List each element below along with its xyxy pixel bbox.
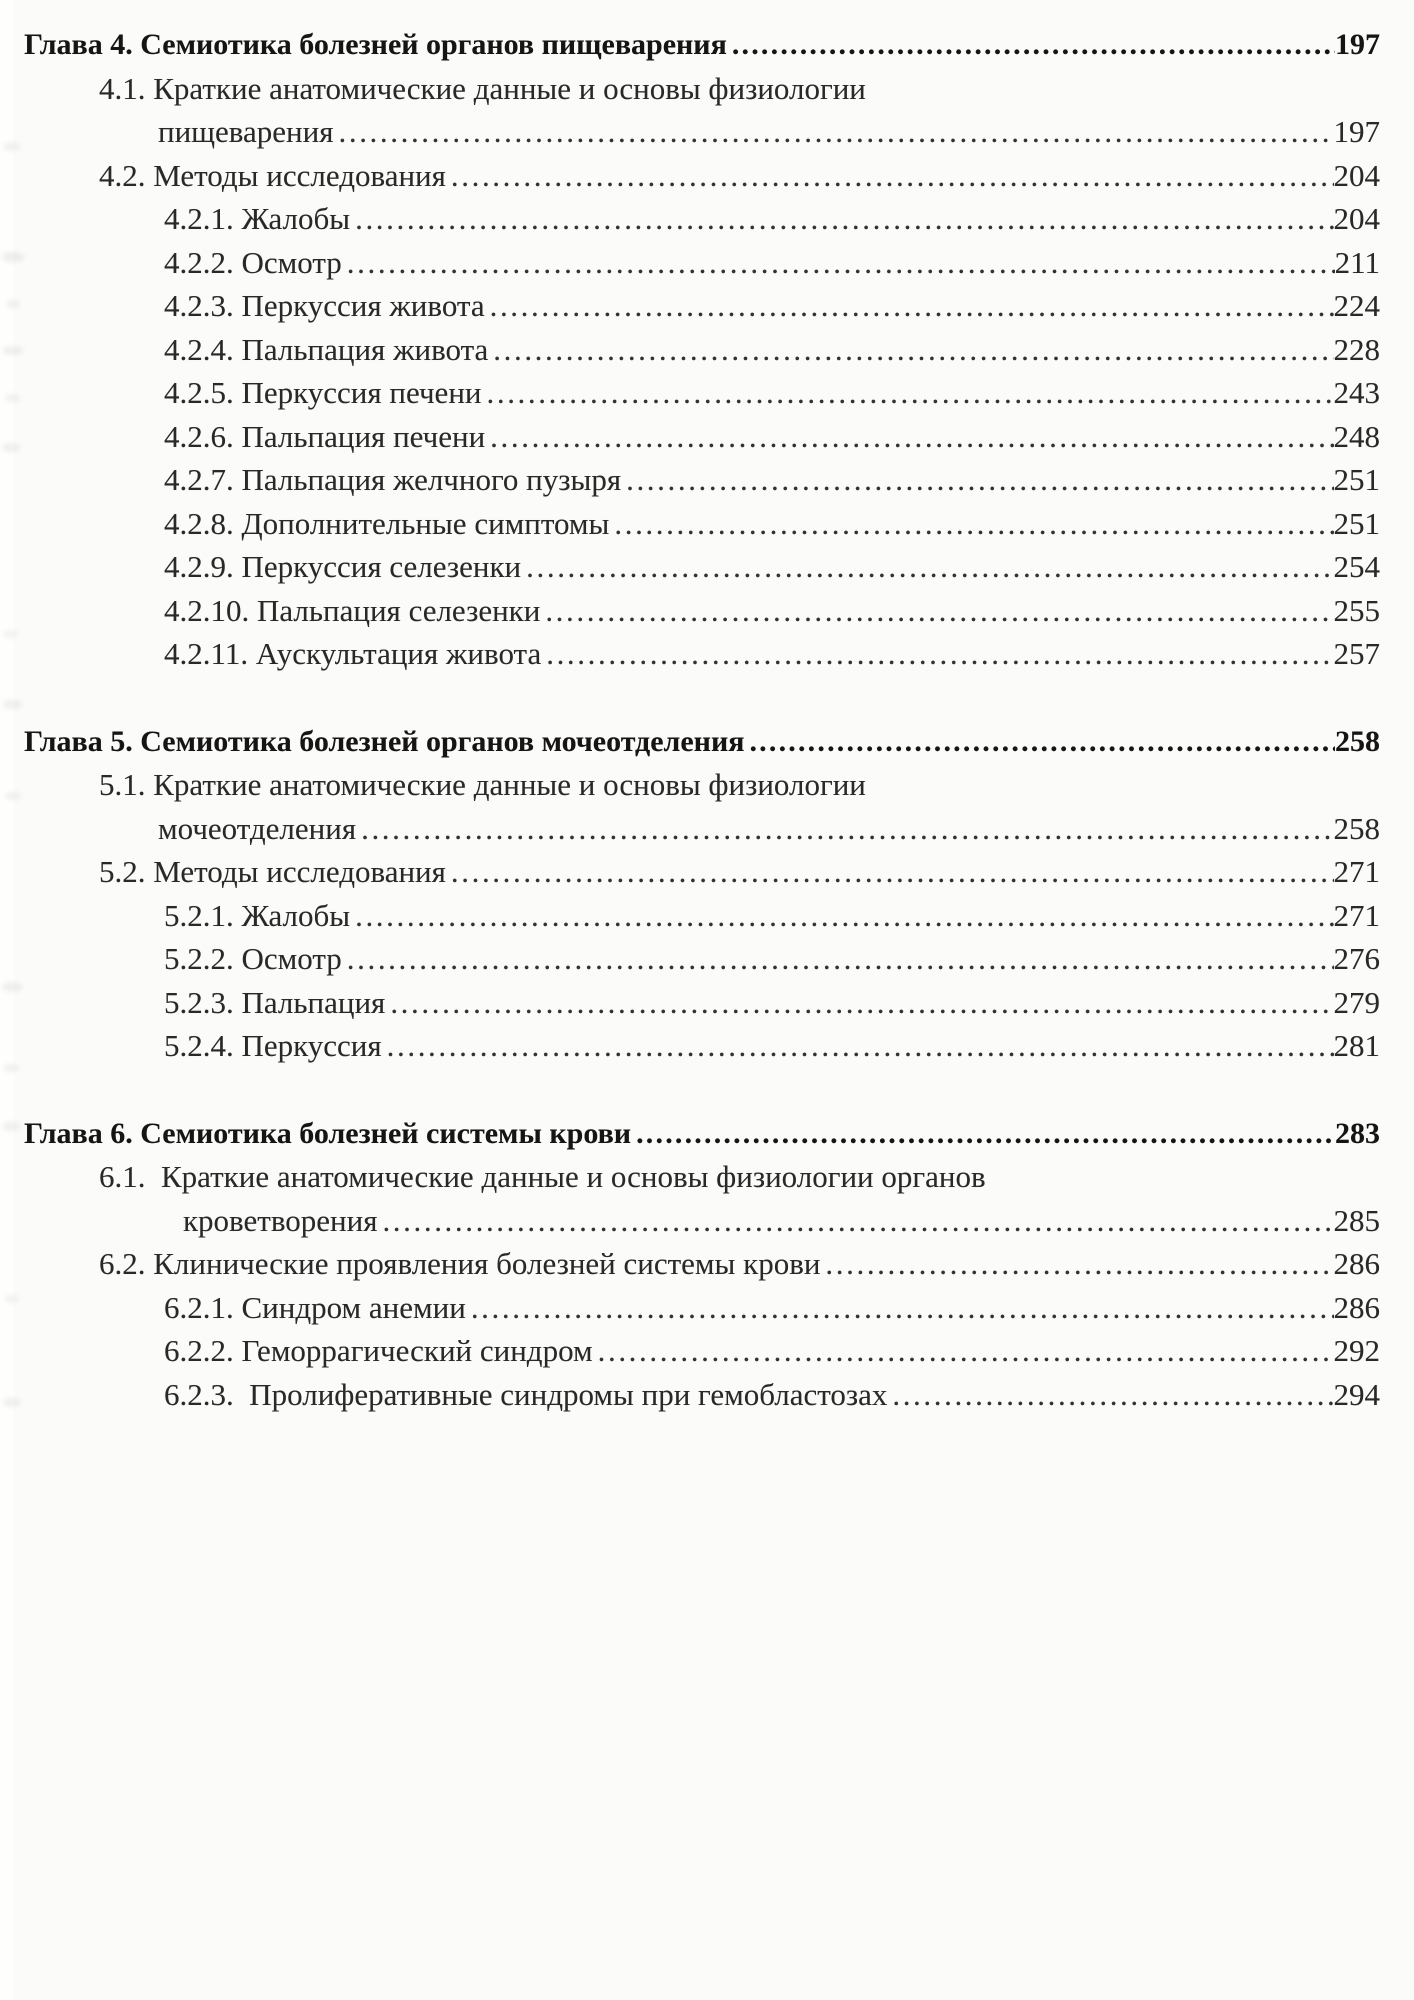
toc-entry-label: мочеотделения <box>158 810 357 846</box>
toc-row-continuation <box>24 807 1380 851</box>
dot-leader <box>614 502 1333 546</box>
dot-leader <box>526 545 1333 589</box>
dot-leader <box>347 937 1334 981</box>
toc-row <box>24 632 1380 676</box>
toc-entry-label: 4.2. Методы исследования <box>99 157 446 193</box>
toc-row <box>24 894 1380 938</box>
toc-entry-label: 5.2.3. Пальпация <box>164 984 386 1020</box>
toc-entry-page: 251 <box>1333 505 1380 541</box>
toc-entry-page: 211 <box>1334 244 1380 280</box>
toc-row <box>24 154 1380 198</box>
toc-entry-page: 197 <box>1333 114 1380 149</box>
toc-row <box>24 1242 1380 1286</box>
toc-row <box>24 763 1380 807</box>
toc-entry-page: 224 <box>1333 288 1380 323</box>
toc-entry-page: 254 <box>1333 549 1380 584</box>
dot-leader <box>382 1199 1333 1243</box>
toc-row <box>24 981 1380 1025</box>
dot-leader <box>347 241 1335 285</box>
dot-leader <box>390 981 1333 1025</box>
toc-entry-label: 5.2.1. Жалобы <box>164 897 351 933</box>
toc-row <box>24 415 1380 459</box>
toc-entry-label: 5.2.4. Перкуссия <box>164 1028 382 1063</box>
toc-row-chapter-6 <box>24 1112 1380 1156</box>
toc-entry-label: Глава 6. Семиотика болезней системы крови <box>24 1116 632 1150</box>
toc-entry-label: Глава 4. Семиотика болезней органов пищеварения <box>24 28 727 61</box>
toc-entry-page: 285 <box>1333 1202 1380 1238</box>
dot-leader <box>825 1242 1333 1286</box>
toc-row <box>24 328 1380 372</box>
dot-leader <box>361 807 1333 851</box>
toc-entry-label: 5.1. Краткие анатомические данные и основы физиологии <box>99 767 866 802</box>
toc-entry-page: 286 <box>1333 1246 1380 1281</box>
toc-entry-label: 6.2. Клинические проявления болезней системы крови <box>99 1246 821 1281</box>
toc-entry-label: 4.2.2. Осмотр <box>164 244 342 280</box>
dot-leader <box>493 328 1333 372</box>
dot-leader <box>451 154 1334 198</box>
dot-leader <box>892 1373 1333 1417</box>
toc-entry-label: 6.2.2. Геморрагический синдром <box>164 1333 593 1368</box>
dot-leader <box>471 1286 1334 1330</box>
dot-leader <box>490 284 1334 328</box>
dot-leader <box>490 415 1333 459</box>
toc-entry-label: 6.1. Краткие анатомические данные и основы физиологии органов <box>99 1159 986 1194</box>
toc-entry-page: 204 <box>1333 201 1380 236</box>
toc-entry-label: 4.2.7. Пальпация желчного пузыря <box>164 462 622 497</box>
toc-entry-page: 255 <box>1333 592 1380 628</box>
toc-entry-label: 4.2.3. Перкуссия живота <box>164 288 485 323</box>
toc-entry-page: 251 <box>1333 462 1380 497</box>
toc-entry-page: 292 <box>1333 1333 1380 1368</box>
scan-artifact <box>3 700 22 709</box>
scan-artifact <box>4 630 18 638</box>
toc-row <box>24 371 1380 415</box>
scan-artifact <box>3 1398 21 1407</box>
dot-leader <box>732 23 1335 67</box>
dot-leader <box>749 720 1335 764</box>
toc-entry-page: 283 <box>1335 1116 1380 1150</box>
dot-leader <box>546 632 1333 676</box>
toc-row <box>24 197 1380 241</box>
toc-row-chapter-5 <box>24 720 1380 764</box>
toc-entry-page: 276 <box>1333 941 1380 976</box>
toc-entry-label: Глава 5. Семиотика болезней органов мочеотделения <box>24 724 745 758</box>
toc-entry-page: 294 <box>1333 1376 1380 1412</box>
toc-row <box>24 589 1380 633</box>
dot-leader <box>487 371 1334 415</box>
dot-leader <box>636 1112 1335 1156</box>
dot-leader <box>545 589 1333 633</box>
toc-row <box>24 458 1380 502</box>
toc-entry-page: 279 <box>1333 984 1380 1020</box>
toc-entry-label: 5.2. Методы исследования <box>99 854 446 889</box>
toc-entry-page: 197 <box>1335 28 1380 61</box>
scan-artifact <box>2 443 20 452</box>
toc-entry-page: 204 <box>1333 157 1380 193</box>
toc-entry-label: кроветворения <box>183 1202 378 1238</box>
toc-entry-page: 257 <box>1333 636 1380 671</box>
dot-leader <box>451 850 1334 894</box>
toc-entry-page: 258 <box>1333 810 1380 846</box>
scan-artifact <box>6 300 20 308</box>
toc-row <box>24 241 1380 285</box>
toc-entry-label: 4.2.10. Пальпация селезенки <box>164 592 541 628</box>
dot-leader <box>626 458 1333 502</box>
toc-entry-label: 4.2.5. Перкуссия печени <box>164 375 482 410</box>
toc-row-continuation <box>24 1199 1380 1243</box>
toc-row <box>24 1155 1380 1199</box>
toc-entry-label: 4.2.11. Аускультация живота <box>164 636 542 671</box>
toc-row <box>24 1024 1380 1068</box>
scan-artifact <box>5 1295 19 1303</box>
scan-artifact <box>5 792 21 800</box>
toc-entry-label: 4.2.1. Жалобы <box>164 201 351 236</box>
scan-artifact <box>2 982 22 992</box>
toc-row <box>24 502 1380 546</box>
toc-entry-label: 4.2.8. Дополнительные симптомы <box>164 505 610 541</box>
dot-leader <box>387 1024 1334 1068</box>
table-of-contents <box>24 23 1380 1416</box>
scan-artifact <box>4 1064 19 1072</box>
toc-row-chapter-4 <box>24 23 1380 67</box>
toc-entry-page: 228 <box>1333 331 1380 367</box>
toc-entry-page: 248 <box>1333 418 1380 454</box>
dot-leader <box>355 197 1333 241</box>
toc-entry-label: 4.1. Краткие анатомические данные и основы физиологии <box>99 70 866 106</box>
toc-entry-label: 5.2.2. Осмотр <box>164 941 342 976</box>
dot-leader <box>339 110 1334 154</box>
scan-artifact <box>4 142 20 151</box>
toc-row <box>24 937 1380 981</box>
scan-artifact <box>3 346 23 355</box>
toc-entry-page: 271 <box>1333 854 1380 889</box>
toc-row <box>24 850 1380 894</box>
toc-entry-label: 6.2.1. Синдром анемии <box>164 1289 466 1325</box>
toc-entry-page: 243 <box>1333 375 1380 410</box>
scan-artifact <box>2 252 24 262</box>
scan-artifact <box>5 394 20 402</box>
toc-entry-page: 281 <box>1333 1028 1380 1063</box>
toc-entry-page: 258 <box>1335 724 1380 758</box>
toc-row <box>24 545 1380 589</box>
dot-leader <box>355 894 1333 938</box>
toc-entry-label: 4.2.9. Перкуссия селезенки <box>164 549 522 584</box>
toc-entry-label: пищеварения <box>158 114 334 149</box>
scan-artifact <box>3 1122 20 1131</box>
toc-row <box>24 1373 1380 1417</box>
toc-entry-page: 271 <box>1333 897 1380 933</box>
dot-leader <box>598 1329 1334 1373</box>
toc-row <box>24 1286 1380 1330</box>
toc-entry-label: 4.2.6. Пальпация печени <box>164 418 486 454</box>
toc-row <box>24 67 1380 111</box>
toc-entry-page: 286 <box>1333 1289 1380 1325</box>
toc-entry-label: 6.2.3. Пролиферативные синдромы при гемобластозах <box>164 1376 888 1412</box>
toc-row-continuation <box>24 110 1380 154</box>
toc-row <box>24 284 1380 328</box>
toc-row <box>24 1329 1380 1373</box>
toc-entry-label: 4.2.4. Пальпация живота <box>164 331 489 367</box>
